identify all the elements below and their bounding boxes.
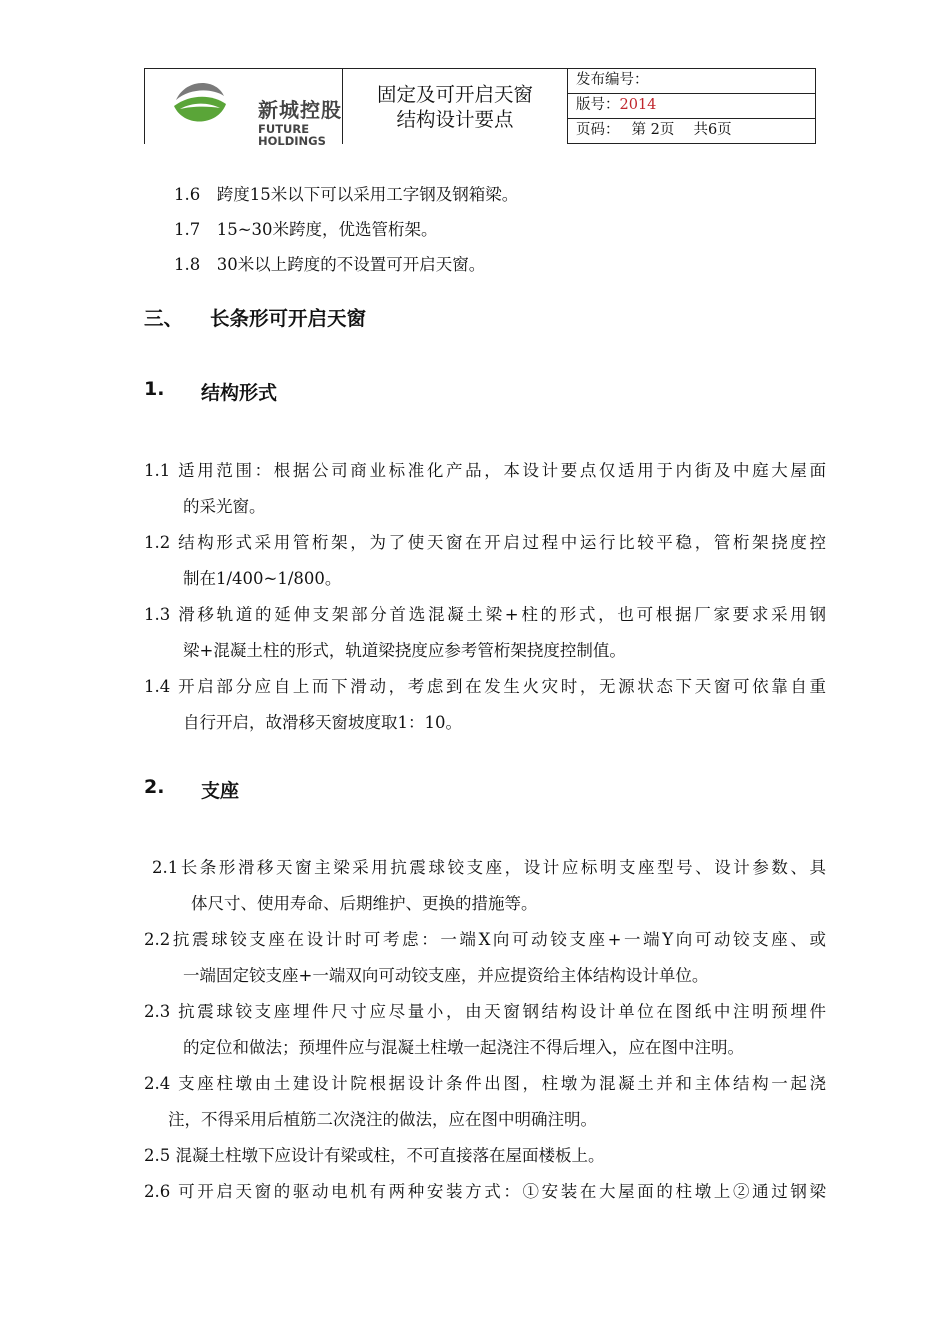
list-item: 1.7 15~30米跨度，优选管桁架。 (174, 220, 438, 239)
logo-mark-icon (172, 76, 228, 132)
header-right-border (815, 68, 816, 144)
paragraph-line: 2.3 抗震球铰支座埋件尺寸应尽量小，由天窗钢结构设计单位在图纸中注明预埋件 (144, 1002, 826, 1021)
version-number: 版号：2014 (576, 97, 657, 113)
paragraph-line: 制在1/400~1/800。 (183, 569, 342, 588)
paragraph-line: 2.1长条形滑移天窗主梁采用抗震球铰支座，设计应标明支座型号、设计参数、具 (152, 858, 826, 877)
list-item: 1.6 跨度15米以下可以采用工字钢及钢箱梁。 (174, 185, 519, 204)
paragraph-line: 1.1 适用范围：根据公司商业标准化产品，本设计要点仅适用于内街及中庭大屋面 (144, 461, 826, 480)
header-top-border (144, 68, 816, 69)
paragraph-line: 注，不得采用后植筋二次浇注的做法，应在图中明确注明。 (168, 1110, 597, 1129)
paragraph-line: 自行开启，故滑移天窗坡度取1：10。 (183, 713, 462, 732)
paragraph-line: 2.4 支座柱墩由土建设计院根据设计条件出图，柱墩为混凝土并和主体结构一起浇 (144, 1074, 826, 1093)
paragraph-line: 1.4 开启部分应自上而下滑动，考虑到在发生火灾时，无源状态下天窗可依靠自重 (144, 677, 826, 696)
subsection-number: 2. (144, 776, 165, 798)
logo-english-name: FUTURE HOLDINGS (258, 122, 326, 148)
header-bottom-line (567, 143, 816, 144)
company-logo (172, 76, 342, 148)
paragraph-line: 一端固定铰支座+一端双向可动铰支座，并应提资给主体结构设计单位。 (183, 966, 709, 985)
paragraph-line: 的定位和做法；预埋件应与混凝土柱墩一起浇注不得后埋入，应在图中注明。 (183, 1038, 744, 1057)
subsection-title: 结构形式 (201, 382, 278, 404)
page-number: 页码： 第 2页 共6页 (576, 122, 732, 138)
paragraph-line: 2.6 可开启天窗的驱动电机有两种安装方式：①安装在大屋面的柱墩上②通过钢梁 (144, 1182, 826, 1201)
subsection-title: 支座 (201, 780, 240, 802)
paragraph-line: 的采光窗。 (183, 497, 266, 516)
paragraph-line: 1.2 结构形式采用管桁架，为了使天窗在开启过程中运行比较平稳，管桁架挠度控 (144, 533, 826, 552)
document-header (144, 68, 816, 148)
paragraph-line: 2.5 混凝土柱墩下应设计有梁或柱，不可直接落在屋面楼板上。 (144, 1146, 605, 1165)
paragraph-line: 2.2抗震球铰支座在设计时可考虑：一端X向可动铰支座+一端Y向可动铰支座、或 (144, 930, 826, 949)
document-title: 固定及可开启天窗 结构设计要点 (376, 83, 533, 131)
subsection-number: 1. (144, 378, 165, 400)
header-divider (567, 68, 568, 144)
publish-number: 发布编号： (576, 72, 649, 88)
section-title: 长条形可开启天窗 (210, 307, 367, 330)
paragraph-line: 体尺寸、使用寿命、后期维护、更换的措施等。 (191, 894, 538, 913)
section-number: 三、 (144, 307, 184, 330)
list-item: 1.8 30米以上跨度的不设置可开启天窗。 (174, 255, 486, 274)
logo-chinese-name: 新城控股 (258, 98, 342, 122)
header-divider (342, 68, 343, 144)
paragraph-line: 梁+混凝土柱的形式，轨道梁挠度应参考管桁架挠度控制值。 (183, 641, 626, 660)
paragraph-line: 1.3 滑移轨道的延伸支架部分首选混凝土梁+柱的形式，也可根据厂家要求采用钢 (144, 605, 826, 624)
header-left-border (144, 68, 145, 144)
